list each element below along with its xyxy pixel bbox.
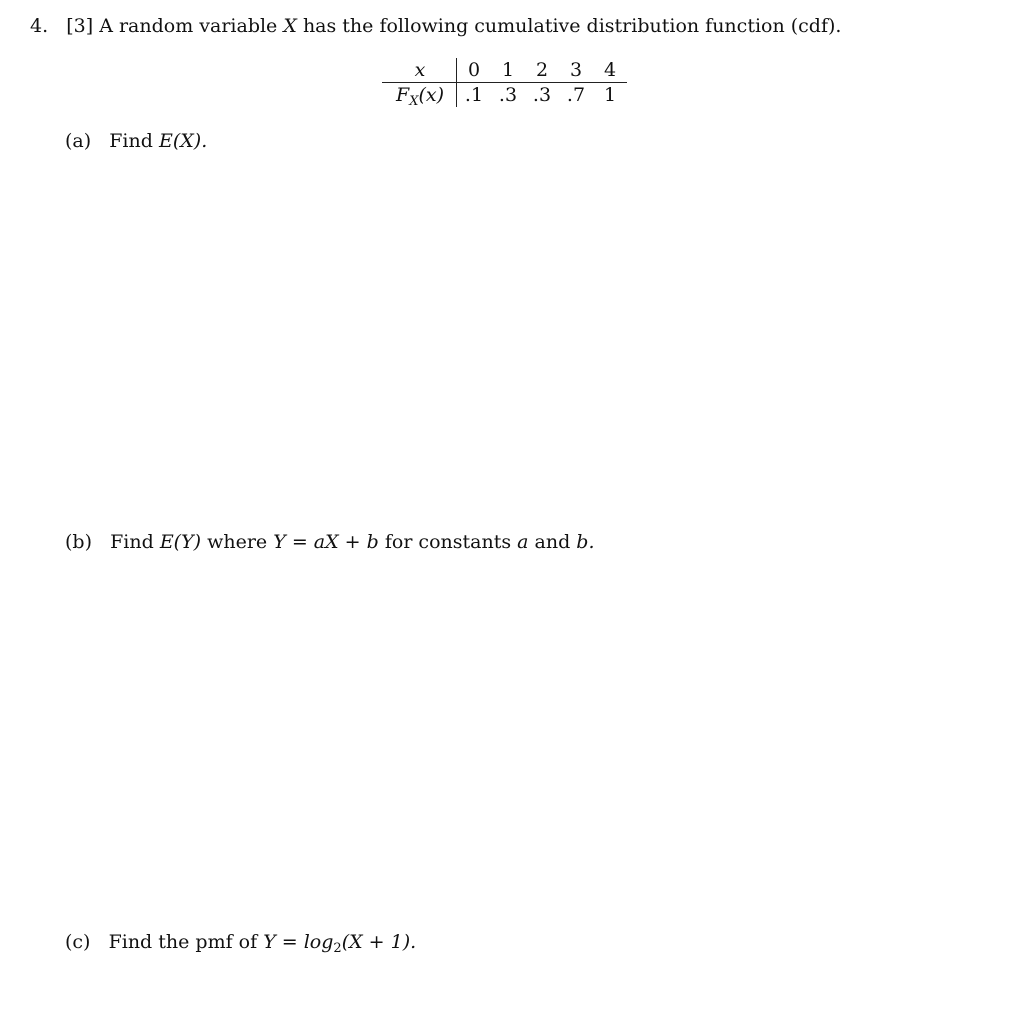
- part-b-text: Find: [110, 531, 154, 553]
- part-b-const-b: b.: [576, 531, 595, 553]
- part-b-for-text: for constants: [384, 531, 512, 553]
- part-b-equation: Y = aX + b: [273, 531, 379, 553]
- part-b-where: where: [207, 531, 268, 553]
- part-c-eq-sub: 2: [333, 941, 342, 956]
- cdf-x-value: 1: [491, 58, 525, 83]
- random-variable: X: [283, 15, 297, 37]
- part-b-and-text: and: [534, 531, 571, 553]
- question-number: 4.: [30, 15, 49, 37]
- cdf-table: [382, 58, 627, 107]
- part-c-eq-rhs: (X + 1).: [341, 931, 417, 953]
- part-c-label: (c): [65, 931, 91, 953]
- part-a-label: (a): [65, 130, 92, 152]
- cdf-f-value: .3: [498, 84, 518, 106]
- cdf-table-row-x: [382, 58, 627, 83]
- cdf-f-value: 1: [603, 84, 617, 106]
- cdf-f-value: .1: [464, 84, 484, 106]
- part-c-text: Find the pmf of: [108, 931, 258, 953]
- cdf-x-label: x: [382, 58, 457, 83]
- cdf-x-value: 0: [457, 58, 492, 83]
- cdf-x-value: 4: [593, 58, 627, 83]
- cdf-x-value: 2: [525, 58, 559, 83]
- part-a-text: Find: [109, 130, 153, 152]
- cdf-x-value: 3: [559, 58, 593, 83]
- question-header: [30, 14, 841, 38]
- part-a-expr: E(X).: [158, 130, 208, 152]
- question-statement-before: A random variable: [99, 15, 278, 37]
- part-c-eq-lhs: Y = log: [263, 931, 334, 953]
- part-b-expr: E(Y): [159, 531, 202, 553]
- cdf-f-value: .3: [532, 84, 552, 106]
- part-b-const-a: a: [517, 531, 529, 553]
- cdf-f-value: .7: [566, 84, 586, 106]
- part-b-label: (b): [65, 531, 92, 553]
- question-statement-after: has the following cumulative distribution function (cdf).: [302, 15, 842, 37]
- part-b: [65, 530, 595, 554]
- part-c: [65, 930, 416, 954]
- question-points: [3]: [66, 15, 94, 37]
- part-a: [65, 129, 207, 153]
- cdf-table-row-f: [382, 83, 627, 108]
- cdf-f-label: $F_X(x)$: [382, 83, 457, 108]
